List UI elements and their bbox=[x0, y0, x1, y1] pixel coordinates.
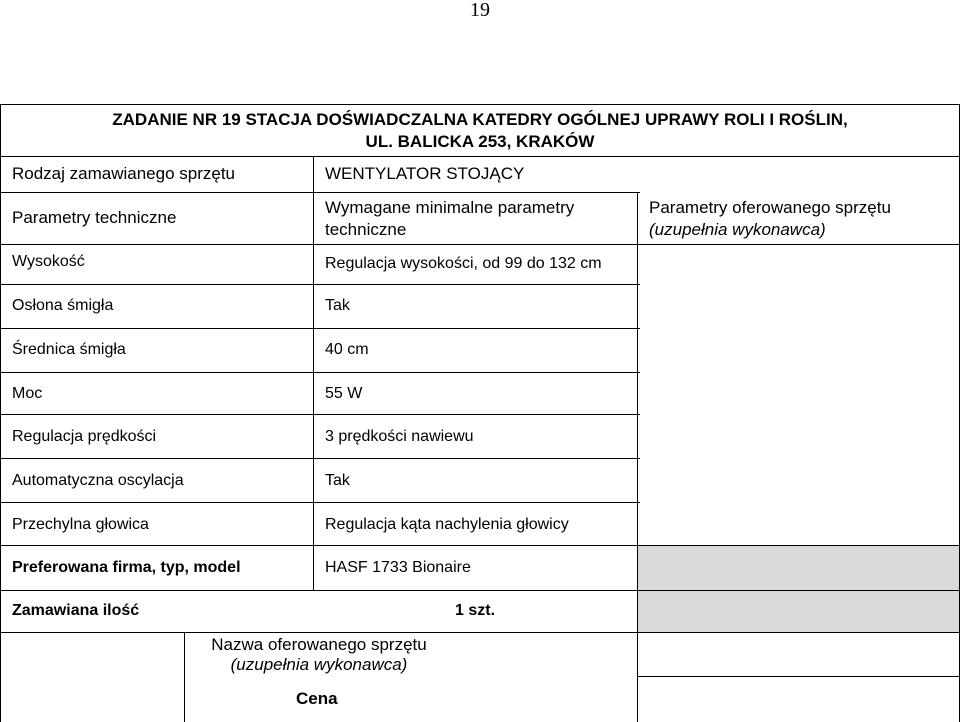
row-label: Przechylna głowica bbox=[12, 516, 149, 533]
row-value: Regulacja kąta nachylenia głowicy bbox=[325, 516, 569, 533]
row-value-preferred-model: HASF 1733 Bionaire bbox=[325, 559, 471, 576]
row-divider bbox=[0, 192, 640, 193]
row-divider bbox=[0, 632, 960, 633]
row-label: Wysokość bbox=[12, 253, 85, 270]
row-divider bbox=[0, 244, 960, 245]
column-header-required-line1: Wymagane minimalne parametry bbox=[325, 198, 575, 217]
column-header-offered-line2: (uzupełnia wykonawca) bbox=[649, 220, 826, 239]
table-border-left bbox=[0, 104, 1, 722]
row-value: Regulacja wysokości, od 99 do 132 cm bbox=[325, 255, 602, 272]
row-label: Średnica śmigła bbox=[12, 341, 126, 358]
page-number: 19 bbox=[470, 0, 490, 21]
row-divider bbox=[0, 156, 960, 157]
offered-name-label-line2: (uzupełnia wykonawca) bbox=[230, 655, 408, 674]
equipment-type-value: WENTYLATOR STOJĄCY bbox=[325, 164, 525, 183]
table-border-top bbox=[0, 104, 960, 105]
column-header-offered-line1: Parametry oferowanego sprzętu bbox=[649, 198, 891, 217]
row-divider bbox=[0, 328, 640, 329]
row-label: Osłona śmigła bbox=[12, 297, 114, 314]
row-value: Tak bbox=[325, 297, 350, 314]
row-divider bbox=[0, 590, 960, 591]
row-value: 40 cm bbox=[325, 341, 369, 358]
row-label: Moc bbox=[12, 385, 43, 402]
column-header-required-line2: techniczne bbox=[325, 220, 407, 239]
row-label-preferred-model: Preferowana firma, typ, model bbox=[12, 559, 241, 576]
row-divider bbox=[0, 414, 640, 415]
row-divider bbox=[0, 372, 640, 373]
row-divider bbox=[0, 284, 640, 285]
offered-name-label-line1: Nazwa oferowanego sprzętu bbox=[211, 635, 427, 654]
shaded-cell bbox=[638, 545, 960, 590]
row-divider bbox=[637, 676, 960, 677]
row-value: Tak bbox=[325, 472, 350, 489]
row-value: 3 prędkości nawiewu bbox=[325, 428, 474, 445]
quantity-value: 1 szt. bbox=[455, 602, 496, 619]
row-label: Automatyczna oscylacja bbox=[12, 472, 184, 489]
price-label: Cena bbox=[296, 689, 338, 708]
column-divider bbox=[313, 156, 314, 590]
shaded-cell bbox=[638, 590, 960, 632]
row-label: Regulacja prędkości bbox=[12, 428, 157, 445]
quantity-label: Zamawiana ilość bbox=[12, 602, 140, 619]
row-value: 55 W bbox=[325, 385, 363, 402]
column-divider bbox=[637, 192, 638, 722]
header-title-line2: UL. BALICKA 253, KRAKÓW bbox=[365, 132, 595, 151]
header-title-line1: ZADANIE NR 19 STACJA DOŚWIADCZALNA KATEDRY OGÓLNEJ UPRAWY ROLI I ROŚLIN, bbox=[112, 110, 848, 129]
row-divider bbox=[0, 502, 640, 503]
equipment-type-label: Rodzaj zamawianego sprzętu bbox=[12, 164, 236, 183]
row-divider bbox=[0, 458, 640, 459]
row-divider bbox=[0, 545, 960, 546]
column-header-params: Parametry techniczne bbox=[12, 208, 177, 227]
